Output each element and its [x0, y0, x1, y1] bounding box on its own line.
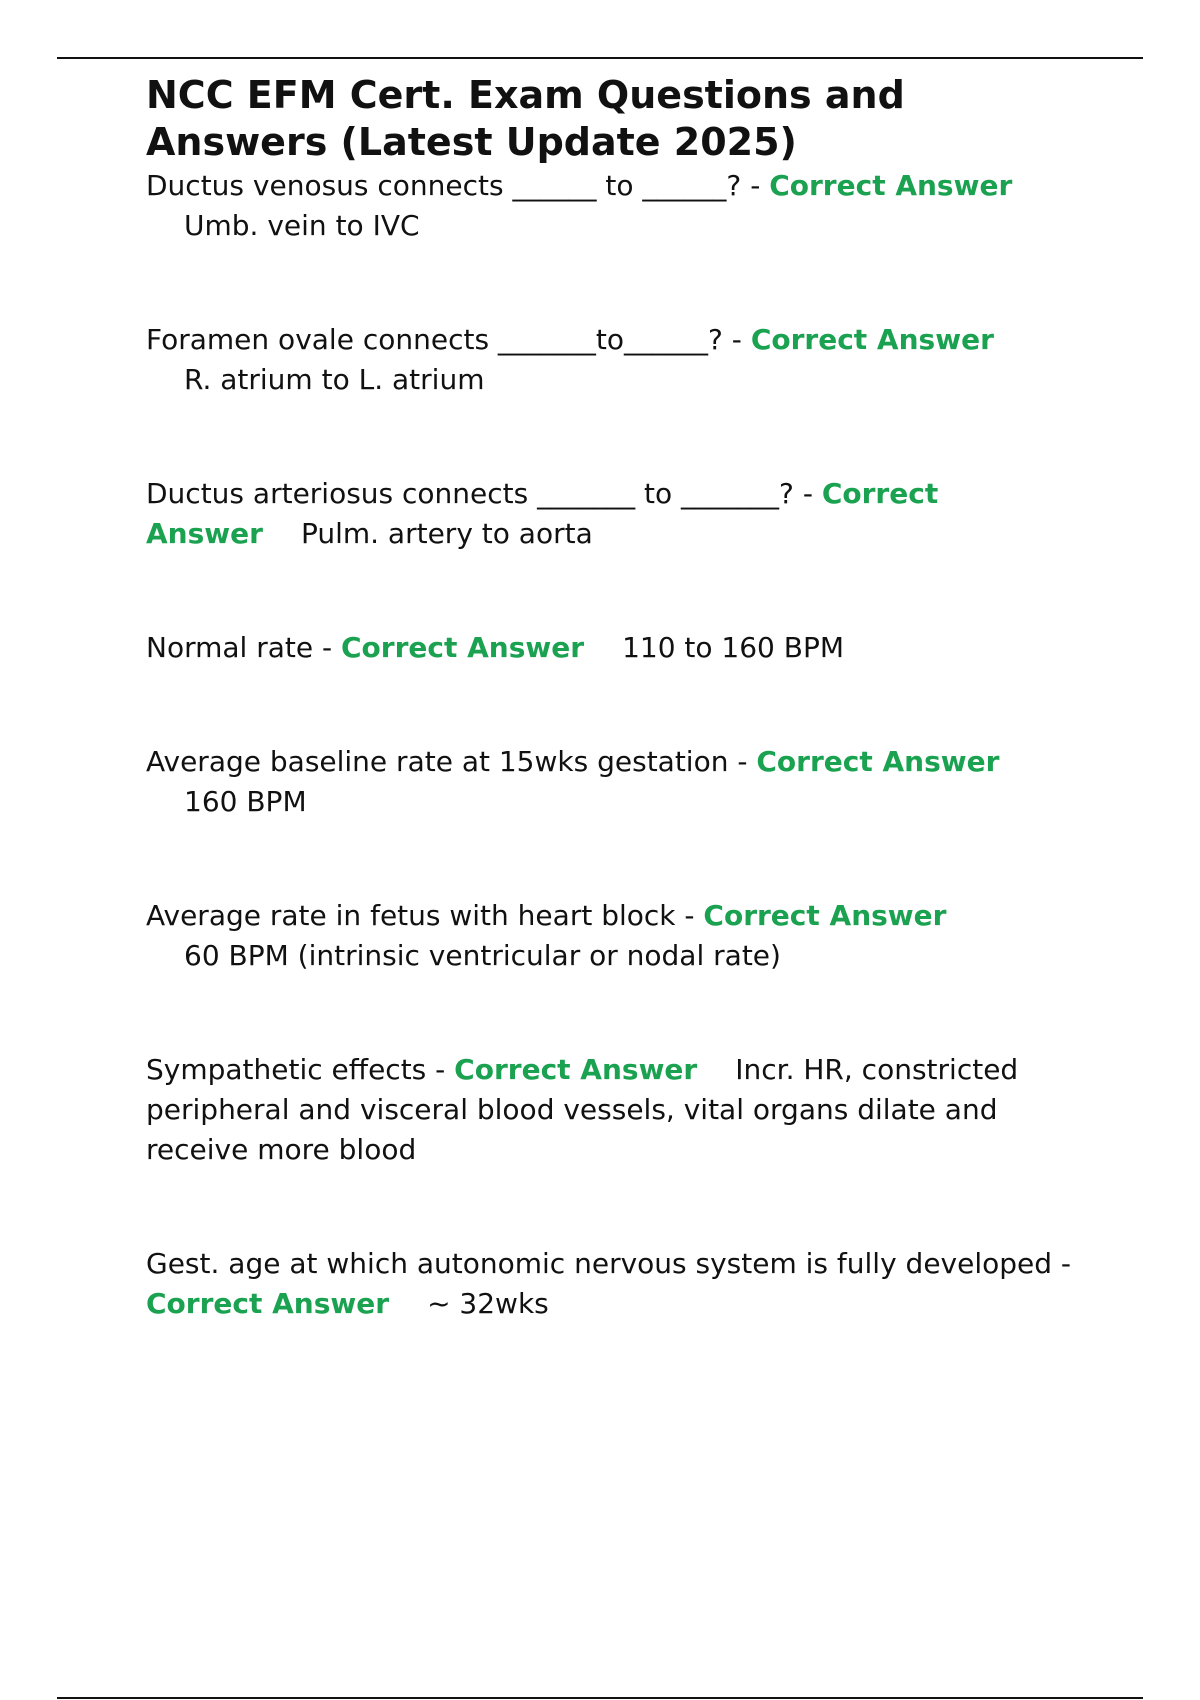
question-text: Gest. age at which autonomic nervous system is fully developed	[146, 1247, 1053, 1280]
correct-answer-label: Correct Answer	[146, 1287, 390, 1320]
qa-item: Normal rate - Correct Answer 110 to 160 BPM	[146, 631, 845, 664]
answer-text: R. atrium to L. atrium	[184, 363, 485, 396]
qa-item: Average baseline rate at 15wks gestation - Correct Answer 160 BPM	[146, 745, 1000, 818]
qa-item: Foramen ovale connects _______to______? - Correct Answer R. atrium to L. atrium	[146, 323, 994, 396]
correct-answer-label: Correct Answer	[703, 899, 947, 932]
document-title	[146, 72, 1086, 166]
question-text: Average rate in fetus with heart block	[146, 899, 676, 932]
answer-text: 110 to 160 BPM	[622, 631, 845, 664]
correct-answer-label: Correct Answer	[146, 477, 939, 550]
qa-item: Average rate in fetus with heart block - Correct Answer 60 BPM (intrinsic ventricular or nodal rate)	[146, 899, 947, 972]
qa-item: Ductus arteriosus connects _______ to _______? - Correct Answer Pulm. artery to aorta	[146, 477, 939, 550]
answer-text: Incr. HR, constricted peripheral and visceral blood vessels, vital organs dilate and receive more blood	[146, 1053, 1019, 1166]
correct-answer-label: Correct Answer	[769, 169, 1013, 202]
qa-item: Gest. age at which autonomic nervous system is fully developed - Correct Answer ~ 32wks	[146, 1247, 1072, 1320]
correct-answer-label: Correct Answer	[341, 631, 585, 664]
correct-answer-label: Correct Answer	[756, 745, 1000, 778]
answer-text: 160 BPM	[184, 785, 307, 818]
answer-text: ~ 32wks	[427, 1287, 549, 1320]
correct-answer-label: Correct Answer	[750, 323, 994, 356]
question-text: Average baseline rate at 15wks gestation	[146, 745, 729, 778]
correct-answer-label: Correct Answer	[454, 1053, 698, 1086]
question-text: Sympathetic effects	[146, 1053, 427, 1086]
qa-list	[146, 166, 1086, 1324]
title-line-1: NCC EFM Cert. Exam Questions and	[146, 73, 905, 117]
question-text: Ductus venosus connects ______ to ______?	[146, 169, 742, 202]
answer-text: Pulm. artery to aorta	[300, 517, 593, 550]
bottom-rule	[57, 1697, 1143, 1699]
top-rule	[57, 57, 1143, 59]
answer-text: 60 BPM (intrinsic ventricular or nodal rate)	[184, 939, 781, 972]
answer-text: Umb. vein to IVC	[184, 209, 420, 242]
title-line-2: Answers (Latest Update 2025)	[146, 120, 797, 164]
question-text: Foramen ovale connects _______to______?	[146, 323, 723, 356]
document-body	[146, 72, 1086, 1398]
qa-item: Sympathetic effects - Correct Answer Incr. HR, constricted peripheral and visceral blood vessels, vital organs dilate and receive more blood	[146, 1053, 1019, 1166]
question-text: Ductus arteriosus connects _______ to _______?	[146, 477, 794, 510]
question-text: Normal rate	[146, 631, 314, 664]
qa-item: Ductus venosus connects ______ to ______? - Correct Answer Umb. vein to IVC	[146, 169, 1013, 242]
